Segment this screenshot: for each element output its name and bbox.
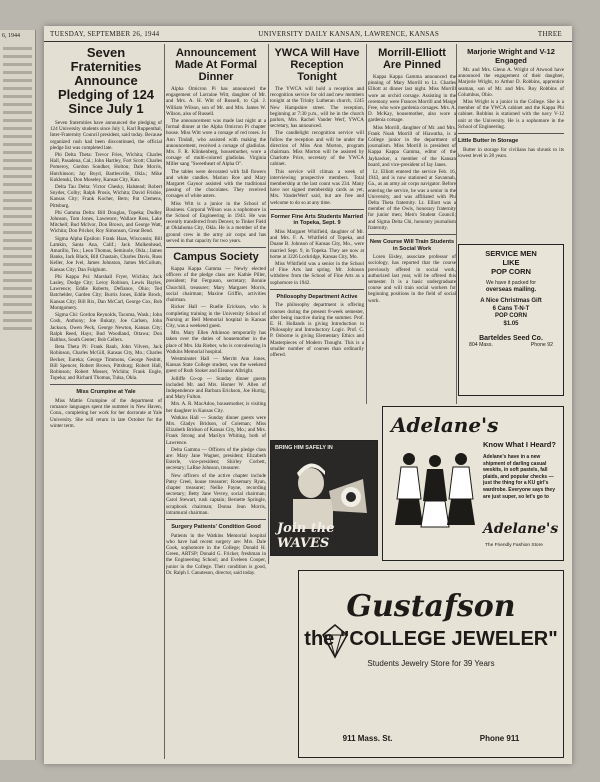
society-item: Ricker Hall — Ruelle Erickson, who is completing training in the University School of Nursing at Bell Memorial hospital in Kansas City, was a weekend guest. bbox=[166, 304, 266, 329]
adelanes-headline: Know What I Heard? bbox=[483, 440, 556, 449]
ad-phone: Phone 92 bbox=[530, 342, 553, 349]
ad-line: SERVICE MEN bbox=[485, 249, 537, 258]
article-paragraph: The candlelight recognition service will follow the reception and will be under the direction of Miss Ann Morton, program chairman. Miss Morton will be assisted by Charlotte Price, secretary of the YWCA cabinet. bbox=[270, 130, 364, 168]
article-paragraph: Sigma Chi: Gordon Reynolds, Tacoma, Wash.; John Cosh, Anthony; Joe Bukaty, Joe Carlsen, John Jackson, Owen Peck, George Newton, Kansas City; Ralph Reed, Hays; Bud Woodland, Ottawa; Don Balthus, South Center; Bob Cellers. bbox=[50, 312, 162, 343]
society-item: Watkins Hall — Sunday dinner guests were Mrs. Gladys Bridson, of Coleman; Miss Elizabeth Bridson of Kansas City, Mo.; and Mrs. Frank Strong and Marilyn Whiting, both of Lawrence. bbox=[166, 414, 266, 446]
adelanes-body: Adelane's have in a new shipment of darling casual weskits, in soft pastels, fall plaids, and popular checks — just the thing for a KU girl's wardrobe. Everyone says they are just super, so let's go to bbox=[483, 454, 555, 500]
newspaper-page bbox=[44, 26, 572, 764]
headline-surgery-patients: Surgery Patients' Condition Good bbox=[171, 524, 261, 530]
ad-line: POP CORN bbox=[495, 313, 527, 320]
headline-butter-storage: Little Butter in Storage bbox=[458, 138, 519, 145]
previous-page-edge bbox=[0, 30, 36, 760]
article-announcement-dinner bbox=[166, 44, 266, 759]
gustafson-subtitle: Students Jewelry Store for 39 Years bbox=[367, 659, 495, 668]
ad-line: overseas mailing. bbox=[485, 286, 537, 293]
ad-line: LIKE bbox=[502, 258, 520, 267]
masthead-paper-name: UNIVERSITY DAILY KANSAN, LAWRENCE, KANSAS bbox=[258, 29, 440, 38]
headline-campus-society: Campus Society bbox=[173, 251, 259, 264]
article-wright-engaged bbox=[458, 44, 564, 240]
article-paragraph: Miss Morrill, daughter of Mr. and Mrs. Frank Noah Morrill of Hiawatha, is a College junior in the department of journalism. Miss Morrill is president of Kappa Kappa Gamma, editor of the Jayhawker, a member of the Kansan board, and vice-president of Jay Janes. bbox=[368, 124, 456, 168]
ad-caption: BRING HIM SAFELY IN bbox=[275, 445, 333, 451]
previous-page-date: 6, 1944 bbox=[2, 33, 20, 39]
article-paragraph: Miss Margaret Whitfield, daughter of Mr. and Mrs. F. A. Whitfield of Topeka, and Duane B. Johnson of Kansas City, Mo., were married Sept. 9, in Topeka. They are now at home at 3226 Lockridge, Kansas City, Mo. bbox=[270, 229, 364, 260]
article-paragraph: Miss Wright is a junior in the College. She is a member of the YWCA cabinet and the Kappa Phi cabinet. Robbins is stationed with the navy V-12 unit at the University. He is a sophomore in the School of Engineering. bbox=[458, 99, 564, 130]
article-paragraph: Seven fraternities have announced the pledging of 124 University students since July 1, Karl Ruppenthal, Inter-Fraternity Council president, said today. Because organized rush had been discontinued, the official pledge list was completed late. bbox=[50, 120, 162, 151]
article-paragraph: Lt. Elliott entered the service Feb. 16, 1943, and is now stationed at Savannah, Ga., as an army air corps navigator. Before entering the service, he was a senior in the University, and was affiliated with Phi Delta Theta fraternity. Lt. Elliott was a member of the Owls, honorary fraternity for junior men; Men's Student Council; and Sigma Delta Chi, honorary journalism fraternity. bbox=[368, 169, 456, 231]
masthead-date: TUESDAY, SEPTEMBER 26, 1944 bbox=[50, 29, 160, 38]
article-paragraph: Mr. and Mrs. Glenn A. Wright of Atwood have announced the engagement of their daughter, Marjorie Wright, to Arthur D. Robbins, apprentice seaman, son of Mr. and Mrs. Roy Robbins of Columbus, Ohio. bbox=[458, 67, 564, 98]
article-paragraph: Miss Whitfield was a senior in the School of Fine Arts last spring. Mr. Johnson withdrew from the School of Fine Arts as a sophomore in 1942. bbox=[270, 261, 364, 286]
ad-line: POP CORN bbox=[491, 267, 531, 276]
gustafson-logo: Gustafson bbox=[346, 589, 516, 624]
article-paragraph: Phi Delta Theta: Trevor Fries, Wichita; Charles Hall, Pasadena, Cal.; John Hartley, Fort Scott; Charles Pomeroy, Gordon Sondker, Holton; Dale Morris, Hutchinson; Jay Boyd, Bartlesville, Okla.; Mike Kuklenski, Don Moseley, Kansas City, Kan. bbox=[50, 152, 162, 183]
headline-fraternity-pledging: Seven Fraternities Announce Pledging of 124 Since July 1 bbox=[57, 45, 155, 116]
gustafson-phone: Phone 911 bbox=[479, 734, 520, 743]
headline-wright-engaged: Marjorie Wright and V-12 Engaged bbox=[467, 47, 555, 65]
article-paragraph: The tables were decorated with fall flowers and white candles. Marion Roe and Mary Margaret Gaynor assisted with the traditional passing of the chocolates. They received corsages of white asters. bbox=[166, 168, 266, 200]
ad-line: $1.05 bbox=[503, 320, 519, 327]
ad-pop-corn bbox=[458, 244, 564, 396]
society-item: Mrs. A. R. MacAdoo, housemother, is visiting her daughter in Kansas City. bbox=[166, 401, 266, 414]
article-paragraph: Phi Kappa Psi: Marshall Fryer, Wichita; Jack Lasley, Dodge City; Leroy Robison, Lewis Bayles, Lawrence; Eddie Roberts, Defiance, Ohio; Ted Batchelder, Garden City; Burris Jones, Eddie Brock, Kansas City; Bill Rix, Dan McCarl, George Cox, Bob Montgomery. bbox=[50, 273, 162, 311]
article-ywca-reception bbox=[270, 44, 364, 452]
ad-waves-title: Join the WAVES bbox=[277, 521, 335, 551]
article-paragraph: Delta Tau Delta: Victor Chesky, Halstead; Robert Snyder, Colby; Ralph Prosis, Wichita; David Frisbie, Kansas City; Frank Kocher, Bern; Pat Clemens, Pittsburg. bbox=[50, 184, 162, 209]
article-paragraph: The YWCA will hold a reception and recognition service for old and new members tonight at the Trinity Lutheran church, 1245 New Hampshire street. The reception, beginning at 7:30 p.m., will be in the church parlors, Mrs. Rachel Vander Werf, YWCA secretary, has announced. bbox=[270, 86, 364, 130]
article-paragraph: This service will climax a week of interviewing prospective members. Total membership at the last count was 234. Many have not signed membership cards as yet, Mrs. VanderWerf said, but are free and welcome to do so at any time. bbox=[270, 168, 364, 206]
ad-adelanes bbox=[382, 406, 564, 561]
article-paragraph: Miss Witt is a junior in the School of Business. Corporal Wilson was a sophomore in the School of Engineering in 1943. He was recently transferred from Denver, to Tinker Field at Oklahoma City, Okla. He is a member of the ground crew in the army air corps and has served in that capacity for two years. bbox=[166, 200, 266, 244]
headline-ywca-reception: YWCA Will Have Reception Tonight bbox=[274, 47, 360, 83]
headline-social-work: New Course Will Train Students in Social Work bbox=[369, 239, 455, 252]
gustafson-address: 911 Mass. St. bbox=[342, 734, 393, 743]
headline-philosophy: Philosophy Department Active bbox=[276, 293, 358, 300]
society-item: Kappa Kappa Gamma — Newly elected officers of the pledge class are: Kathie Piller, president; Pat Ferguson, secretary; Bonnie Churchill, treasurer; Mary Margaret Morris, social chairman; Maxine Griffin, activities chairman. bbox=[166, 266, 266, 304]
ad-line: A Nice Christmas Gift bbox=[480, 298, 542, 305]
ad-line: We have it packed for bbox=[485, 280, 537, 286]
adelanes-logo: Adelane's bbox=[391, 413, 499, 437]
gustafson-slogan: the "COLLEGE JEWELER" bbox=[304, 628, 558, 650]
society-item: Jolliffe Co-op — Sunday dinner guests included Mr. and Mrs. Homer W. Allen of Independence and Barbara Erickson, Joe Hurtig, and Mary Fulton. bbox=[166, 375, 266, 401]
ad-line: 6 Cans T-N-T bbox=[492, 305, 530, 312]
headline-announcement-dinner: Announcement Made At Formal Dinner bbox=[174, 47, 258, 83]
ad-gustafson-jeweler bbox=[298, 570, 564, 758]
article-paragraph: Butter in storage for civilians has shrunk to its lowest level in 28 years. bbox=[458, 146, 564, 159]
girls-illustration bbox=[389, 447, 479, 537]
ad-address: 804 Mass. bbox=[469, 342, 493, 349]
ad-line: Barteldes Seed Co. bbox=[479, 334, 543, 342]
adelanes-tagline: The Friendly Fashion Store bbox=[485, 543, 543, 548]
ad-join-waves bbox=[270, 440, 378, 556]
diamond-icon bbox=[315, 621, 355, 661]
society-item: Mrs. Mary Ellen Atkinson temporarily has taken over the duties of housemother in the place of Mrs. Ida Rieber, who is convalescing in Watkins Memorial hospital. bbox=[166, 330, 266, 355]
article-paragraph: Phi Gamma Delta: Bill Douglas, Topeka; Dudley Johnson, Tom Jones, Lawrence; Wallace Ross, Lake Mitchell; Bud McIvor, Don Brown, and George Watt, Wichita; Don Pricker, Roy Simonson, Great Bend. bbox=[50, 209, 162, 235]
society-item: Delta Gamma — Officers of the pledge class are: Mary Jane Wagner, president; Elizabeth Esterle, vice-president; Shirley Corbett, secretary; LaRue Johnson, treasurer. bbox=[166, 446, 266, 472]
masthead bbox=[44, 26, 572, 42]
article-paragraph: Kappa Kappa Gamma announced the pinning of Mary Morrill to Lt. Charles Elliott at dinner last night. Miss Morrill wore an orchid corsage. Assisting in the ceremony were Frances Morrill and Marge Free, who wore gardenia corsages. Mrs. A. D. McKay, housemother, also wore a gardenia corsage. bbox=[368, 74, 456, 124]
article-paragraph: Sigma Alpha Epsilon: Frank Haas, Wisconsin; Bill Lamkin, Santa Ana, Calif.; Jack Mulkenhead, Amarillo, Tex.; Leon Thomas, Seminole, Okla.; James Banks, Jack Black, Bill Chastain, Charles Davis, Russ Keller, Joe Ivel, James Johnston, James McCollum, Kansas City; Dan Fulghum. bbox=[50, 235, 162, 273]
society-item: New officers of the active chapter include Patsy Creel, house treasurer; Rosemary Ryan, chapter treasurer; Nellie Payne, recording secretary; Betty Jane Vevrey, social chairman; Carol Stewart, rush captain; Bernette Springle, scrapbook chairman; Donna Jean Morris, intramural chairman. bbox=[166, 472, 266, 516]
headline-crumpine: Miss Crumpine at Yale bbox=[76, 389, 136, 396]
society-item: Westminster Hall — Merritt Ann Jones, Kansas State College student, was the weekend guest of Ruth Stoker and Eleanor Albright. bbox=[166, 355, 266, 375]
article-paragraph: Loren Eisley, associate professor of sociology, has reported that the course previously offered in social work, authorized last year, will be offered this semester. It is a basic undergraduate course and will train social workers for beginning positions in the field of social work. bbox=[368, 254, 456, 304]
article-paragraph: Patients in the Watkins Memorial hospital who have had recent surgery are: Mrs. Dale Cook, sophomore in the College; Donald H. Green, ARTSP; Donald G. Fricker, freshman in the Engineering School; and Eveleen Cooper, junior in the College. Their condition is good, Dr. Ralph I. Canuteson, director, said today. bbox=[166, 532, 266, 576]
article-fraternity-pledging bbox=[50, 44, 162, 759]
article-paragraph: The announcement was made last night at a formal dinner at the Alpha Omicron Pi chapter house. Miss Witt wore a corsage of red roses. Jo Ann Tindall, who assisted with making the announcement, received a corsage of gladiolas. Mrs. F. R. Klinkenberg, housemother, wore a corsage of multi-colored gladiolas. Virginia Miller sang "Sweetheart of Alpha O". bbox=[166, 118, 266, 168]
article-paragraph: Miss Mattie Crumpine of the department of romance languages spent the summer in New Haven, Conn., completing her work for her doctorate at Yale University. She will return in late October for the winter term. bbox=[50, 397, 162, 429]
masthead-page-number: THREE bbox=[537, 29, 562, 38]
headline-fine-arts-married: Former Fine Arts Students Married in Topeka, Sept. 9 bbox=[270, 213, 364, 227]
headline-morrill-elliott: Morrill-Elliott Are Pinned bbox=[378, 47, 446, 71]
article-morrill-elliott bbox=[368, 44, 456, 452]
article-paragraph: Beta Theta Pi: Frank Raub, John Vilvers, Jack Robinson, Charles McGill, Kansas City, Mo.; Charles Becker, Eureka; George Timmons, George Nesbitt, Bill Spencer, Robert Brown, Pittsburg; Robert Hall, Robinson; Robert Mosser, Wichita; Frank Engle, Topeka; and Richard Thomas, Tulsa, Okla. bbox=[50, 344, 162, 382]
article-paragraph: Alpha Omicron Pi has announced the engagement of Lorraine Witt, daughter of Mr. and Mrs. A. H. Witt of Russell, to Cpl. J. William Wilson, son of Mr. and Mrs. James W. Wilson, also of Russell. bbox=[166, 86, 266, 117]
article-paragraph: The philosophy department is offering courses during the present 8-week semester, after being inactive during the summer. Prof. E. H. Hollands is giving Introduction to Philosophy and Introductory Logic. Prof. C. P. Osborne is giving Elementary Ethics and Masterpieces of Modern Thought. This is a smaller number of courses than ordinarily offered. bbox=[270, 302, 364, 359]
adelanes-logo-bottom: Adelane's bbox=[483, 521, 559, 537]
